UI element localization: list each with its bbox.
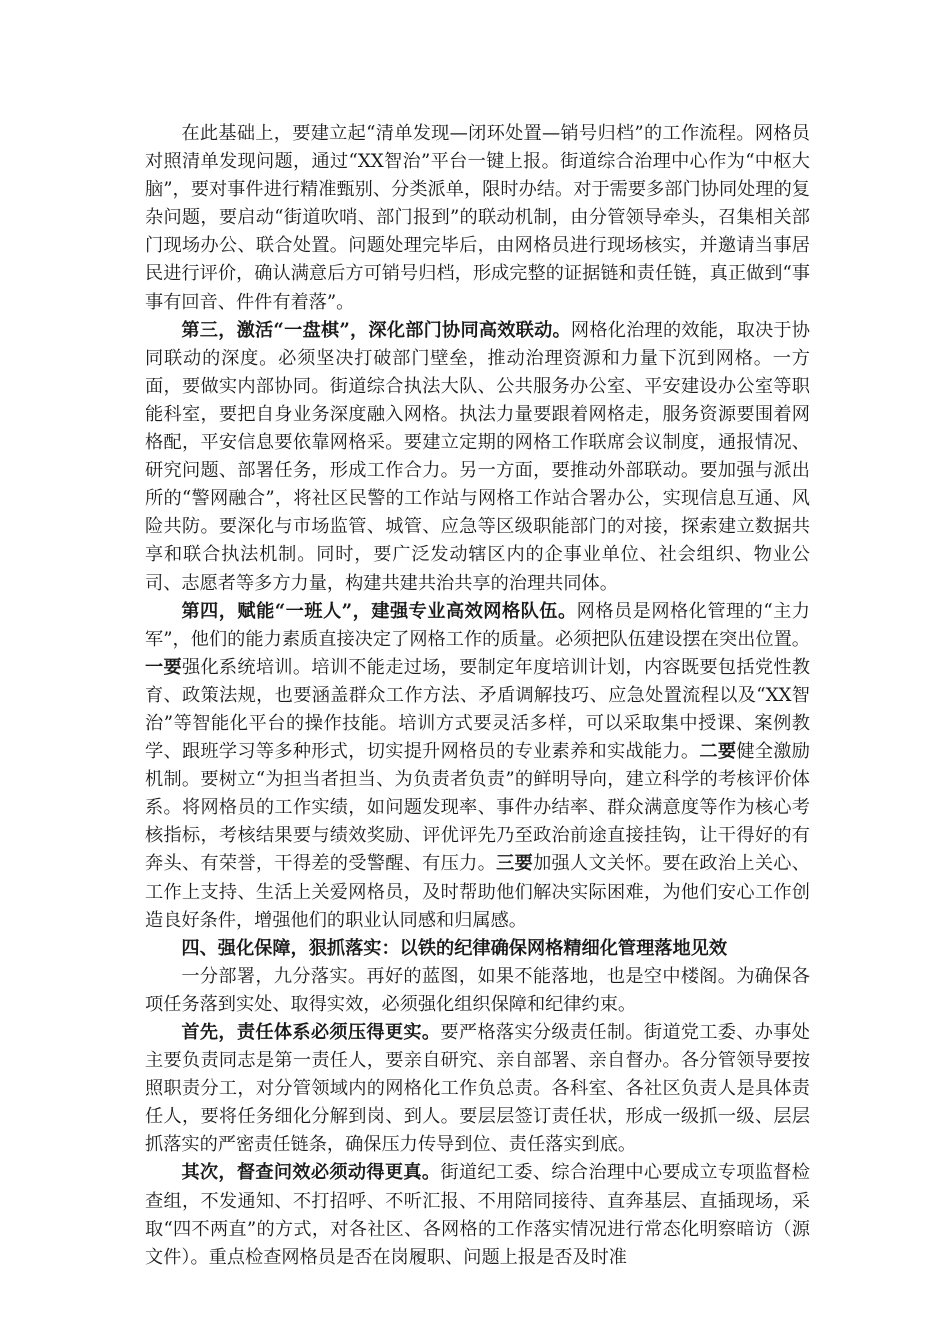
keyword-second: 二要 [699, 741, 737, 763]
paragraph-text: 一分部署，九分落实。再好的蓝图，如果不能落地，也是空中楼阁。为确保各项任务落到实处、取得实效，必须强化组织保障和纪律约束。 [145, 965, 810, 1015]
paragraph-text: 网格员是网格化管理的“主力军”，他们的能力素质直接决定了网格工作的质量。必须把队伍建设摆在突出位置。 [145, 600, 810, 650]
paragraph-fourth-point [145, 598, 810, 935]
paragraph-text: 加强人文关怀。要在政治上关心、工作上支持、生活上关爱网格员，及时帮助他们解决实际困难，为他们安心工作创造良好条件，增强他们的职业认同感和归属感。 [145, 853, 810, 931]
point-heading: 其次，督查问效必须动得更真。 [181, 1162, 441, 1184]
point-heading: 第三，激活“一盘棋”，深化部门协同高效联动。 [181, 319, 571, 341]
point-heading: 第四，赋能“一班人”，建强专业高效网格队伍。 [181, 600, 577, 622]
paragraph-text: 要严格落实分级责任制。街道党工委、办事处主要负责同志是第一责任人，要亲自研究、亲自部署、亲自督办。各分管领导要按照职责分工，对分管领域内的网格化工作负总责。各科室、各社区负责人是具体责任人，要将任务细化分解到岗、到人。要层层签订责任状，形成一级抓一级、层层抓落实的严密责任链条，确保压力传导到位、责任落实到底。 [145, 1022, 810, 1156]
paragraph-text: 街道纪工委、综合治理中心要成立专项监督检查组，不发通知、不打招呼、不听汇报、不用陪同接待、直奔基层、直插现场，采取“四不两直”的方式，对各社区、各网格的工作落实情况进行常态化明察暗访（源文件）。重点检查网格员是否在岗履职、问题上报是否及时准 [145, 1162, 810, 1268]
document-body [145, 120, 810, 1272]
paragraph-text: 强化系统培训。培训不能走过场，要制定年度培训计划，内容既要包括党性教育、政策法规，也要涵盖群众工作方法、矛盾调解技巧、应急处置流程以及“XX智治”等智能化平台的操作技能。培训方式要灵活多样，可以采取集中授课、案例教学、跟班学习等多种形式，切实提升网格员的专业素养和实战能力。 [145, 656, 810, 763]
point-heading: 首先，责任体系必须压得更实。 [181, 1022, 441, 1043]
paragraph-supervision [145, 1159, 810, 1271]
paragraph-text: 在此基础上，要建立起“清单发现—闭环处置—销号归档”的工作流程。网格员对照清单发现问题，通过“XX智治”平台一键上报。街道综合治理中心作为“中枢大脑”，要对事件进行精准甄别、分类派单，限时办结。对于需要多部门协同处理的复杂问题，要启动“街道吹哨、部门报到”的联动机制，由分管领导牵头，召集相关部门现场办公、联合处置。问题处理完毕后，由网格员进行现场核实，并邀请当事居民进行评价，确认满意后方可销号归档，形成完整的证据链和责任链，真正做到“事事有回音、件件有着落”。 [145, 123, 810, 313]
paragraph-workflow [145, 120, 810, 317]
paragraph-text: 网格化治理的效能，取决于协同联动的深度。必须坚决打破部门壁垒，推动治理资源和力量下沉到网格。一方面，要做实内部协同。街道综合执法大队、公共服务办公室、平安建设办公室等职能科室，要把自身业务深度融入网格。执法力量要跟着网格走，服务资源要围着网格配，平安信息要依靠网格采。要建立定期的网格工作联席会议制度，通报情况、研究问题、部署任务，形成工作合力。另一方面，要推动外部联动。要加强与派出所的“警网融合”，将社区民警的工作站与网格工作站合署办公，实现信息互通、风险共防。要深化与市场监管、城管、应急等区级职能部门的对接，探索建立数据共享和联合执法机制。同时，要广泛发动辖区内的企事业单位、社会组织、物业公司、志愿者等多方力量，构建共建共治共享的治理共同体。 [145, 319, 810, 594]
section-heading [145, 935, 810, 963]
keyword-first: 一要 [145, 656, 182, 678]
keyword-third: 三要 [496, 853, 534, 875]
paragraph-section-intro [145, 963, 810, 1019]
section-heading-text: 四、强化保障，狠抓落实：以铁的纪律确保网格精细化管理落地见效 [181, 937, 728, 959]
paragraph-text: 健全激励机制。要树立“为担当者担当、为负责者负责”的鲜明导向，建立科学的考核评价体系。将网格员的工作实绩，如问题发现率、事件办结率、群众满意度等作为核心考核指标，考核结果要与绩效奖励、评优评先乃至政治前途直接挂钩，让干得好的有奔头、有荣誉，干得差的受警醒、有压力。 [145, 741, 810, 875]
paragraph-third-point [145, 317, 810, 598]
paragraph-responsibility [145, 1019, 810, 1159]
